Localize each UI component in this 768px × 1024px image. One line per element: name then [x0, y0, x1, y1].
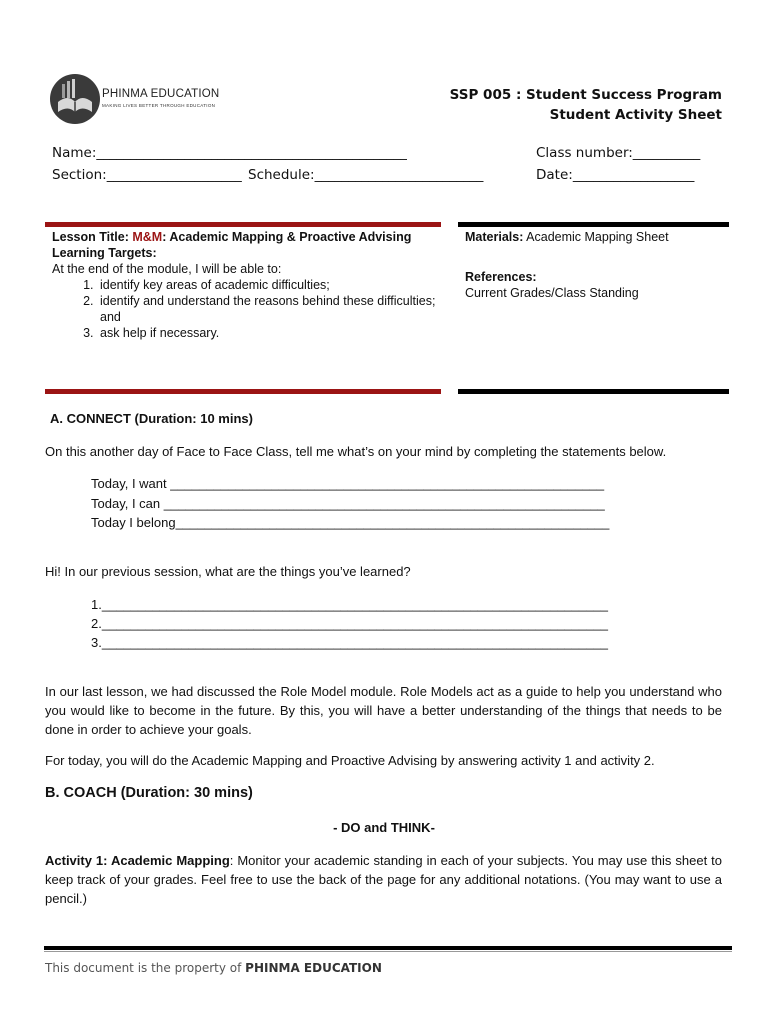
materials-line: [465, 229, 735, 245]
role-model-paragraph: In our last lesson, we had discussed the Role Model module. Role Models act as a guide to help you understand who you would like to become in the future. By this, you will have a better understanding of the things that needs to be done in order to achieve your goals.: [45, 684, 722, 737]
lesson-title-label: Lesson Title:: [52, 230, 129, 244]
section-field: Section:____________________: [52, 167, 242, 183]
footer-rule: [44, 946, 732, 950]
footer-prefix: This document is the property of: [45, 961, 246, 975]
phinma-logo: [48, 72, 216, 128]
connect-prompt: On this another day of Face to Face Class, tell me what’s on your mind by completing the statements below.: [45, 444, 667, 459]
materials-label: Materials:: [465, 230, 524, 244]
learning-targets-intro: At the end of the module, I will be able to:: [52, 262, 282, 276]
references-value: Current Grades/Class Standing: [465, 286, 639, 300]
recall-line-2: 2.______________________________________________________________________: [91, 616, 608, 631]
recall-line-3: 3.______________________________________________________________________: [91, 635, 608, 650]
schedule-field: Schedule:_________________________: [248, 167, 484, 183]
name-field: Name:______________________________________________: [52, 145, 407, 161]
statement-belong: Today I belong____________________________________________________________: [91, 515, 610, 530]
recall-prompt: Hi! In our previous session, what are the things you’ve learned?: [45, 564, 411, 579]
statement-can: Today, I can _____________________________________________________________: [91, 495, 605, 511]
lesson-top-rule: [45, 222, 441, 227]
section-a-heading: A. CONNECT (Duration: 10 mins): [50, 411, 253, 426]
learning-targets-label: Learning Targets:: [52, 246, 157, 260]
materials-bottom-rule: [458, 389, 729, 394]
lesson-box: [52, 229, 437, 341]
materials-top-rule: [458, 222, 729, 227]
footer-rule-shadow: [44, 951, 732, 952]
lesson-title: [52, 229, 437, 245]
logo-tagline: MAKING LIVES BETTER THROUGH EDUCATION: [102, 103, 216, 108]
footer-owner: PHINMA EDUCATION: [245, 961, 382, 975]
recall-lines: [91, 595, 608, 652]
activity-1-paragraph: [45, 851, 722, 908]
logo-name: PHINMA EDUCATION: [102, 88, 220, 100]
date-field: Date:__________________: [536, 167, 695, 183]
materials-box: [465, 229, 735, 301]
statement-lines: [91, 474, 609, 533]
materials-value: Academic Mapping Sheet: [526, 230, 669, 244]
class-number-field: Class number:__________: [536, 145, 701, 161]
activity-1-text: : Monitor your academic standing in each of your subjects. You may use this sheet to keep track of your grades. Feel free to use the back of the page for any additional notations. (You may want to use a pencil.): [45, 853, 722, 906]
section-b-heading: B. COACH (Duration: 30 mins): [45, 785, 253, 801]
document-header: [450, 85, 722, 125]
activity-1-label: Activity 1: Academic Mapping: [45, 853, 230, 868]
phinma-emblem-icon: [48, 72, 106, 130]
list-item: 3. ask help if necessary.: [97, 325, 437, 341]
list-item: 2. identify and understand the reasons behind these difficulties; and: [97, 293, 437, 325]
lesson-title-text: : Academic Mapping & Proactive Advising: [162, 230, 412, 244]
list-item: 1. identify key areas of academic difficulties;: [97, 277, 437, 293]
course-title: SSP 005 : Student Success Program: [449, 87, 722, 103]
lesson-title-code: M&M: [132, 230, 163, 244]
learning-targets-list: [97, 277, 437, 341]
footer-text: [45, 961, 382, 975]
today-paragraph: For today, you will do the Academic Mapping and Proactive Advising by answering activity 1 and activity 2.: [45, 753, 655, 768]
do-and-think-heading: - DO and THINK-: [333, 820, 435, 835]
recall-line-1: 1.______________________________________________________________________: [91, 597, 608, 612]
references-label: References:: [465, 270, 537, 284]
lesson-bottom-rule: [45, 389, 441, 394]
sheet-title: Student Activity Sheet: [549, 107, 722, 123]
statement-want: Today, I want ____________________________________________________________: [91, 476, 605, 491]
